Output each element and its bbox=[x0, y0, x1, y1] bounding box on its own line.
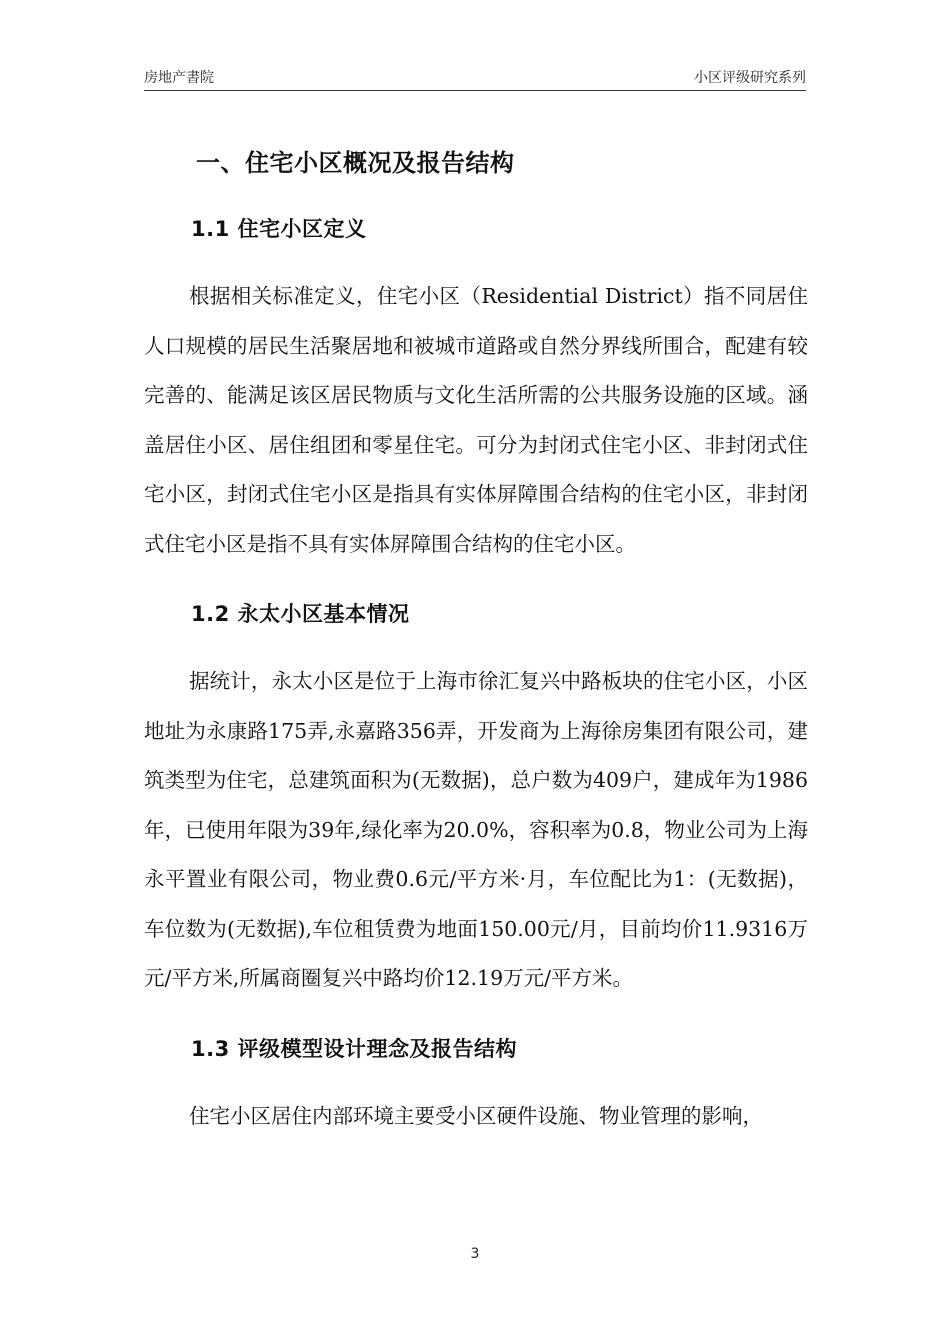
section-heading-1-3: 1.3 评级模型设计理念及报告结构 bbox=[191, 1036, 518, 1061]
chapter-title: 一、住宅小区概况及报告结构 bbox=[196, 149, 515, 177]
page-number: 3 bbox=[470, 1246, 480, 1262]
header-brand: 房地产書院 bbox=[144, 70, 214, 86]
page-header bbox=[144, 66, 806, 91]
section-paragraph-1-2: 据统计，永太小区是位于上海市徐汇复兴中路板块的住宅小区，小区地址为永康路175弄,永嘉路356弄，开发商为上海徐房集团有限公司，建筑类型为住宅，总建筑面积为(无数据)，总户数为409户，建成年为1986年，已使用年限为39年,绿化率为20.0%，容积率为0.8，物业公司为上海永平置业有限公司，物业费0.6元/平方米·月，车位配比为1：(无数据)，车位数为(无数据),车位租赁费为地面150.00元/月，目前均价11.9316万元/平方米,所属商圈复兴中路均价12.19万元/平方米。 bbox=[144, 669, 808, 990]
section-paragraph-1-1: 根据相关标准定义，住宅小区（Residential District）指不同居住人口规模的居民生活聚居地和被城市道路或自然分界线所围合，配建有较完善的、能满足该区居民物质与文化生活所需的公共服务设施的区域。涵盖居住小区、居住组团和零星住宅。可分为封闭式住宅小区、非封闭式住宅小区，封闭式住宅小区是指具有实体屏障围合结构的住宅小区，非封闭式住宅小区是指不具有实体屏障围合结构的住宅小区。 bbox=[144, 284, 808, 556]
document-body bbox=[144, 140, 808, 1141]
header-series-title: 小区评级研究系列 bbox=[694, 70, 806, 86]
section-paragraph-1-3: 住宅小区居住内部环境主要受小区硬件设施、物业管理的影响， bbox=[189, 1103, 763, 1128]
section-heading-1-2: 1.2 永太小区基本情况 bbox=[191, 602, 410, 626]
section-heading-1-1: 1.1 住宅小区定义 bbox=[191, 217, 367, 241]
